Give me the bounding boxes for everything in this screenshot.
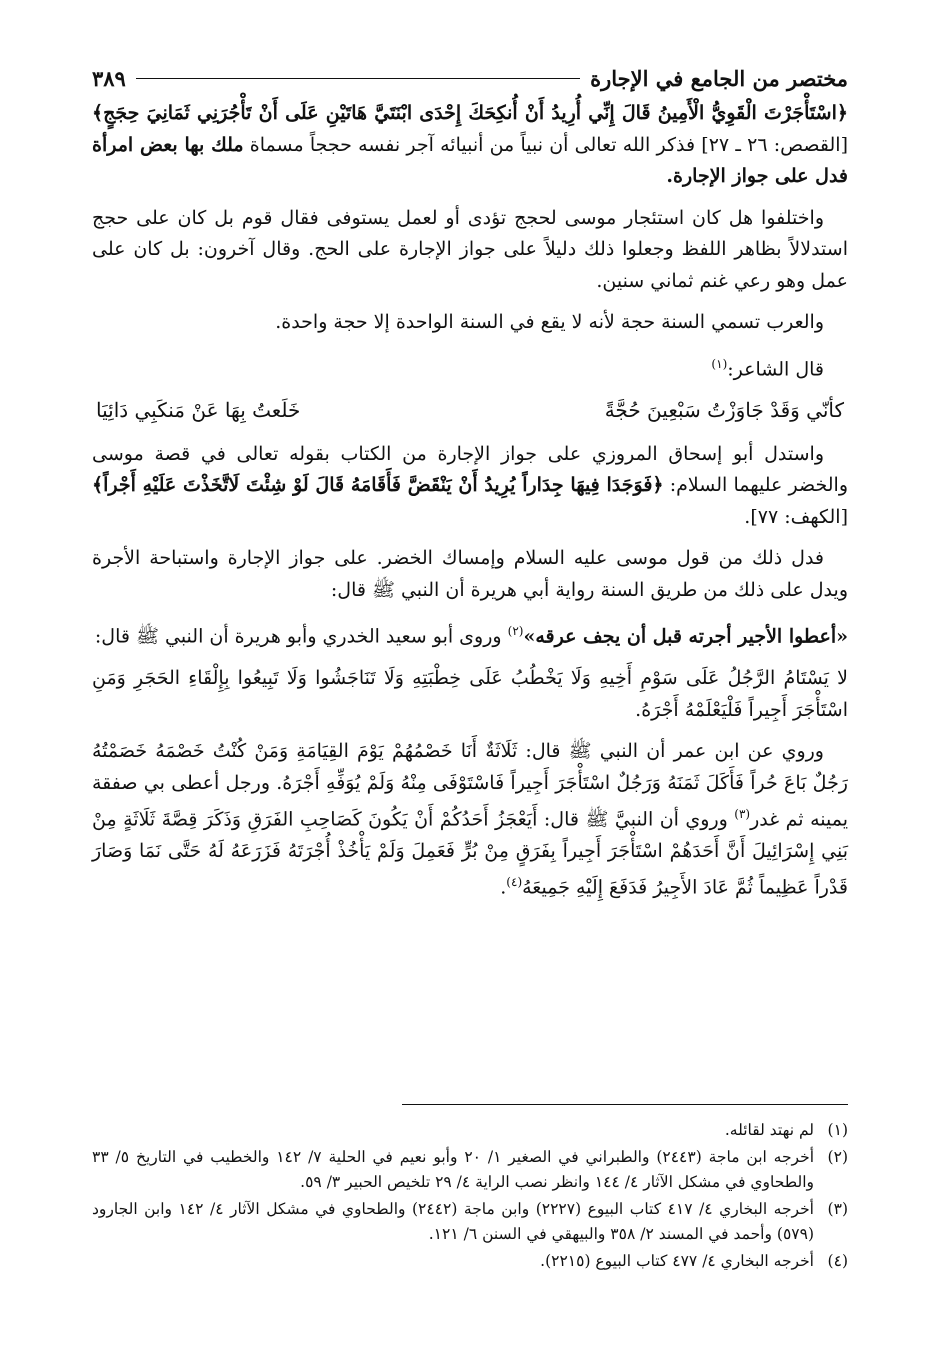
paragraph-1 <box>92 98 848 193</box>
footnote-number: (٣) <box>827 1200 848 1218</box>
footnote-text: أخرجه البخاري ٤/ ٤٧٧ كتاب البيوع (٢٢١٥). <box>540 1252 814 1270</box>
quran-reference: [الكهف: ٧٧]. <box>744 505 848 528</box>
poem-verse <box>92 395 848 427</box>
footnote-text: أخرجه ابن ماجة (٢٤٤٣) والطبراني في الصغير ١/ ٢٠ وأبو نعيم في الحلية ٧/ ١٤٢ والخطيب في التاريخ ٥/ ٣٣ والطحاوي في مشكل الآثار ٤/ ١٤٤ وانظر نصب الراية ٤/ ٢٩ تلخيص الحبير ٣/ ٥٩. <box>92 1148 815 1191</box>
page-number: ٣٨٩ <box>92 65 126 91</box>
footnote-text: أخرجه البخاري ٤/ ٤١٧ كتاب البيوع (٢٢٢٧) وابن ماجة (٢٤٤٢) والطحاوي في مشكل الآثار ٤/ ١٤٢ وابن الجارود (٥٧٩) وأحمد في المسند ٢/ ٣٥٨ والبيهقي في السنن ٦/ ١٢١. <box>92 1200 814 1243</box>
footnote-number: (٤) <box>827 1252 848 1270</box>
paragraph-7-text: وروى أبو سعيد الخدري وأبو هريرة أن النبي ﷺ قال: <box>94 625 508 648</box>
paragraph-5 <box>92 439 848 534</box>
poem-hemistich-right: كأنّي وَقَدْ جَاوَزْتُ سَبْعِينَ حُجَّةً <box>604 398 844 423</box>
footnote-text: لم نهتد لقائله. <box>724 1121 814 1139</box>
paragraph-1-text: [القصص: ٢٦ ـ ٢٧] فذكر الله تعالى أن نبياً من أنبيائه آجر نفسه حججاً مسماة <box>243 133 848 156</box>
poet-intro: قال الشاعر: <box>727 357 824 380</box>
paragraph-9-end: . <box>500 876 507 899</box>
paragraph-7 <box>92 616 848 653</box>
footnote-number: (٢) <box>827 1148 848 1166</box>
poem-hemistich-left: خَلَعتُ بِهَا عَنْ مَنكَبِي دَائِيَا <box>96 398 301 423</box>
footnotes <box>92 1118 848 1276</box>
paragraph-6: فدل ذلك من قول موسى عليه السلام وإمساك الخضر. على جواز الإجارة واستباحة الأجرة ويدل على ذلك من طريق السنة رواية أبي هريرة أن النبي ﷺ قال: <box>92 547 848 601</box>
page-content <box>92 58 848 914</box>
paragraph-3: والعرب تسمي السنة حجة لأنه لا يقع في السنة الواحدة إلا حجة واحدة. <box>275 311 824 333</box>
footnote-2 <box>92 1145 848 1195</box>
footnote-number: (١) <box>827 1121 848 1139</box>
footnote-ref-3: (٣) <box>734 807 751 822</box>
footnote-ref-4: (٤) <box>506 875 523 890</box>
footnote-ref-2: (٢) <box>507 624 524 639</box>
footnote-3 <box>92 1197 848 1247</box>
paragraph-4 <box>92 349 848 386</box>
quran-verse-2: ﴿فَوَجَدَا فِيهَا جِدَاراً يُرِيدُ أَنْ يَنْقَضَّ فَأَقَامَهُ قَالَ لَوْ شِئْتَ لَاتَّخَذْتَ عَلَيْهِ أَجْراً﴾ <box>92 474 664 497</box>
paragraph-9-b: وروي أن النبيَّ ﷺ قال: أَيَعْجَزُ أَحَدُكُمْ أَنْ يَكُونَ كَصَاحِبِ الفَرَقِ وَذَكَرَ قِصَّةَ ثَلَاثَةٍ مِنْ بَنِي إِسْرَائِيلَ أَنَّ أَحَدَهُمْ اسْتَأْجَرَ أَجِيراً بِفَرَقٍ مِنْ بُرٍّ فَعَمِلَ وَلَمْ يَأْخُذْ أُجْرَتَهُ فَزَرَعَهُ لَهُ حَتَّى نَمَا وَصَارَ قَدْراً عَظِيماً ثُمَّ عَادَ الأَجِيرُ فَدَفَعَ إِلَيْهِ جَمِيعَهُ <box>92 808 848 899</box>
header-rule <box>136 78 580 79</box>
paragraph-9 <box>92 736 848 904</box>
footnote-4 <box>92 1249 848 1274</box>
paragraph-9-a: وروي عن ابن عمر أن النبي ﷺ قال: ثَلَاثَةٌ أَنَا خَصْمُهُمْ يَوْمَ القِيَامَةِ وَمَنْ كُنْتُ خَصْمَهُ خَصَمْتُهُ رَجُلٌ بَاعَ حُراً فَأَكَلَ ثَمَنَهُ وَرَجُلٌ اسْتَأْجَرَ أَجِيراً فَاسْتَوْفَى مِنْهُ وَلَمْ يُوَفِّهِ أَجْرَهُ. ورجل أعطى بي صفقة يمينه ثم غدر <box>92 740 848 831</box>
footnote-1 <box>92 1118 848 1143</box>
quran-verse: ﴿اسْتَأْجَرْتَ الْقَوِيُّ الْأَمِينُ قَالَ إِنِّي أُرِيدُ أَنْ أُنكِحَكَ إِحْدَى ابْنَتَيَّ هَاتَيْنِ عَلَى أَنْ تَأْجُرَنِي ثَمَانِيَ حِجَجٍ﴾ <box>92 102 848 124</box>
footnote-ref-1: (١) <box>711 356 728 371</box>
paragraph-1-bold: ملك بها بعض امرأة فدل على جواز الإجارة. <box>92 133 848 187</box>
running-title: مختصر من الجامع في الإجارة <box>590 65 848 91</box>
footnote-separator <box>402 1104 848 1105</box>
paragraph-2: واختلفوا هل كان استئجار موسى لحجج تؤدى أو لعمل يستوفى فقال قوم بل كان على حجج استدلالاً بظاهر اللفظ وجعلوا ذلك دليلاً على جواز الإجارة على الحج. وقال آخرون: بل كان على عمل وهو رعي غنم ثماني سنين. <box>92 206 848 292</box>
hadith-quote: «أعطوا الأجير أجرته قبل أن يجف عرقه» <box>523 625 848 648</box>
paragraph-5-text: واستدل أبو إسحاق المروزي على جواز الإجارة من الكتاب بقوله تعالى في قصة موسى والخضر عليهما السلام: <box>92 442 848 497</box>
running-header <box>92 58 848 98</box>
paragraph-8: لا يَسْتَامُ الرَّجُلُ عَلَى سَوْمِ أَخِيهِ وَلَا يَخْطُبُ عَلَى خِطْبَتِهِ وَلَا تَنَاجَشُوا وَلَا تَبِيعُوا بِإِلْقَاءِ الحَجَرِ وَمَنِ اسْتَأْجَرَ أَجِيراً فَلْيَعْلَمْهُ أَجْرَهُ. <box>92 667 848 721</box>
main-text <box>92 98 848 904</box>
